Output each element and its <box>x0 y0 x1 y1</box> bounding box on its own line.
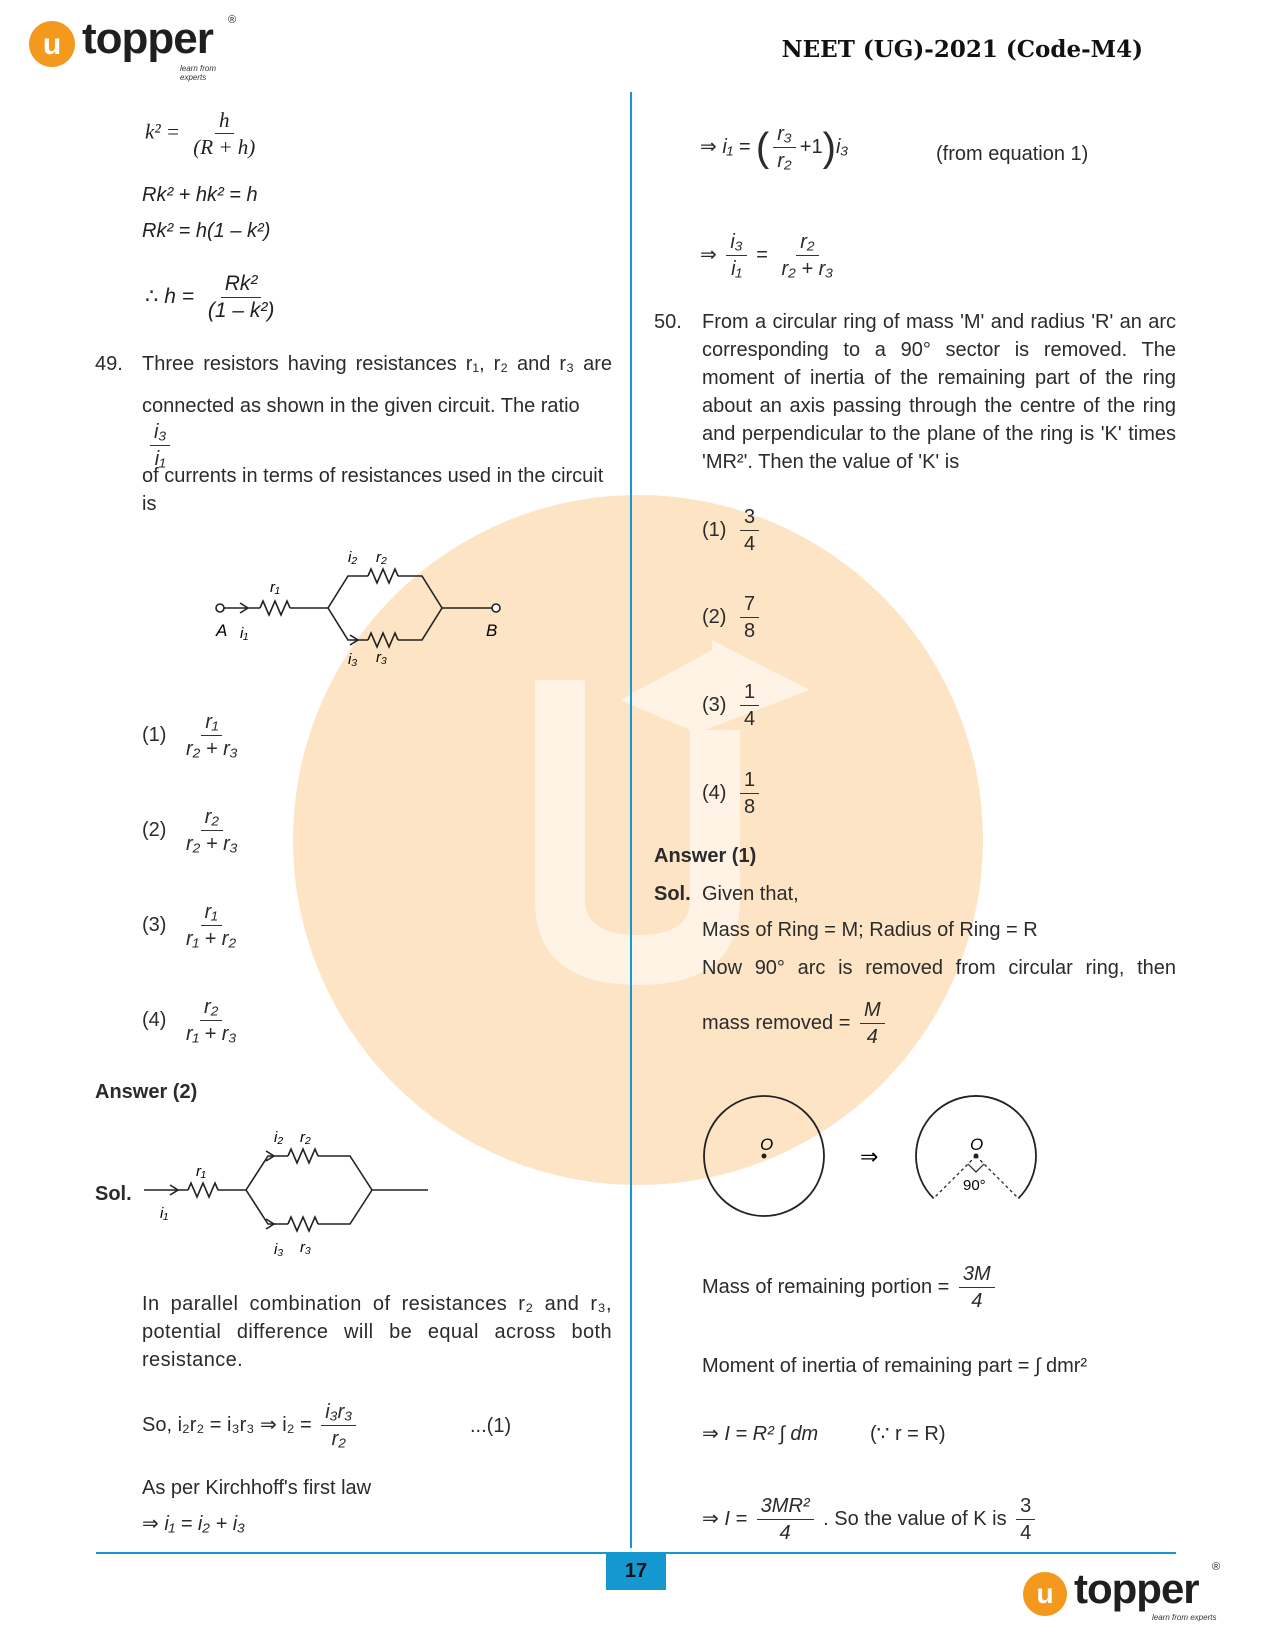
circuit2-r2: r₂ <box>300 1129 311 1146</box>
ring2-center-label: O <box>970 1135 984 1154</box>
ring-diagram <box>700 1090 1050 1230</box>
eq-rk2-hk2: Rk² + hk² = h <box>142 184 258 206</box>
circuit1-i3: i₃ <box>348 651 358 668</box>
q50-option-2[interactable]: (2) $\frac{7}{8}$ <box>702 592 763 643</box>
eq-i1-expression: ⇒ i₁ = ( $\frac{\text{r₃}}{\text{r₂}}$ +1)i₃ <box>700 123 849 172</box>
kirchhoff-text: As per Kirchhoff's first law <box>142 1477 372 1499</box>
column-divider <box>630 92 632 1548</box>
logo-u-icon <box>28 20 76 68</box>
diagram-arrow: ⇒ <box>860 1145 879 1170</box>
circuit1-r2: r₂ <box>376 549 387 566</box>
circuit-diagram-solution <box>140 1120 430 1260</box>
q50-given: Given that, <box>702 883 799 905</box>
q49-option-3[interactable]: (3) $\frac{\text{r₁}}{\text{r₁ + r₂}}$ <box>142 901 237 950</box>
q49-line3: of currents in terms of resistances used in the circuit <box>142 465 604 487</box>
ring2-angle-label: 90° <box>963 1177 986 1194</box>
circuit2-i2: i₂ <box>274 1129 284 1146</box>
q50-option-1[interactable]: (1) $\frac{3}{4}$ <box>702 505 763 556</box>
eq-k-squared: k² = $\frac{h}{(R + h)}$ <box>145 108 256 159</box>
final-result: ⇒ I = $\frac{\text{3MR²}}{4}$ . So the value of K is $\frac{3}{4}$ <box>702 1494 1039 1545</box>
moi-remaining: Moment of inertia of remaining part = ∫ dmr² <box>702 1355 1088 1377</box>
q50-text: From a circular ring of mass 'M' and radius 'R' an arc corresponding to a 90° sector is removed. The moment of inertia of the remaining part of the ring about an axis passing through the centre of the ring and perpendicular to the plane of the ring is 'K' times 'MR²'. Then the value of 'K' is <box>702 311 1176 473</box>
footer-topper-logo <box>1022 1561 1222 1625</box>
circuit2-i1: i₁ <box>160 1205 169 1222</box>
q50-mass-line: Mass of Ring = M; Radius of Ring = R <box>702 919 1038 941</box>
footer-logo-wordmark: topper <box>1074 1565 1199 1612</box>
i-equation: ⇒ I = R² ∫ dm <box>702 1423 819 1445</box>
eq-rk2-h: Rk² = h(1 – k²) <box>142 220 271 242</box>
q50-option-3[interactable]: (3) $\frac{1}{4}$ <box>702 680 763 731</box>
q49-option-4[interactable]: (4) $\frac{\text{r₂}}{\text{r₁ + r₃}}$ <box>142 996 237 1045</box>
svg-text:u: u <box>42 28 62 61</box>
q49-number: 49. <box>95 353 123 375</box>
exam-code: NEET (UG)-2021 (Code-M4) <box>781 36 1143 63</box>
page-number: 17 <box>624 1560 648 1582</box>
logo-registered: ® <box>228 14 237 26</box>
logo-wordmark: topper <box>82 14 213 63</box>
circuit2-i3: i₃ <box>274 1241 284 1258</box>
circuit1-r1: r₁ <box>270 579 280 596</box>
footer-logo-tagline: learn from experts <box>1152 1613 1217 1622</box>
q50-sol-label: Sol. <box>654 883 691 905</box>
so-equation: So, i₂r₂ = i₃r₃ ⇒ i₂ = $\frac{\text{i₃r₃}}{\text{r₂}}$ ...(1) <box>142 1401 512 1450</box>
circuit1-i1: i₁ <box>240 625 249 642</box>
footer-logo-u-icon <box>1022 1571 1068 1617</box>
q49-line4: is <box>142 493 157 515</box>
q50-answer: Answer (1) <box>654 845 757 867</box>
footer-logo-registered: ® <box>1212 1561 1221 1573</box>
parallel-paragraph: In parallel combination of resistances r₂ and r₃, potential difference will be equal across both resistance. <box>142 1293 612 1371</box>
topper-logo <box>28 14 237 82</box>
q50-number: 50. <box>654 311 682 333</box>
eq-h-result: ∴ h = $\frac{\text{Rk²}}{\text{(1 – k²)}}$ <box>145 272 275 322</box>
remaining-mass: Mass of remaining portion = $\frac{3M}{4}$ <box>702 1262 999 1313</box>
q50-now-line: Now 90° arc is removed from circular ring, then <box>702 957 1176 979</box>
eq-ratio-result: ⇒ $\frac{\text{i₃}}{\text{i₁}}$ = $\frac{\text{r₂}}{\text{r₂ + r₃}}$ <box>700 231 834 280</box>
q49-option-1[interactable]: (1) $\frac{\text{r₁}}{\text{r₂ + r₃}}$ <box>142 711 238 760</box>
circuit1-A: A <box>216 621 228 640</box>
circuit-diagram-q49 <box>200 540 520 670</box>
q50-option-4[interactable]: (4) $\frac{1}{8}$ <box>702 768 763 819</box>
kirchhoff-equation: ⇒ i₁ = i₂ + i₃ <box>142 1513 246 1535</box>
q49-line1: Three resistors having resistances r₁, r₂ and r₃ are <box>142 353 612 375</box>
circuit1-B: B <box>486 621 498 640</box>
logo-tagline: learn from experts <box>180 64 217 82</box>
ring1-center-label: O <box>760 1135 774 1154</box>
circuit1-i2: i₂ <box>348 549 358 566</box>
q49-line2: connected as shown in the given circuit. The ratio $\frac{\text{i₃}}{\text{i₁}}$ <box>142 395 580 470</box>
circuit1-r3: r₃ <box>376 649 387 666</box>
q49-sol-label: Sol. <box>95 1183 132 1205</box>
q50-mass-removed: mass removed = $\frac{M}{4}$ <box>702 998 889 1049</box>
circuit2-r3: r₃ <box>300 1239 311 1256</box>
q49-option-2[interactable]: (2) $\frac{\text{r₂}}{\text{r₂ + r₃}}$ <box>142 806 238 855</box>
circuit2-r1: r₁ <box>196 1163 206 1180</box>
svg-text:u: u <box>1036 1578 1054 1609</box>
q49-answer: Answer (2) <box>95 1081 198 1103</box>
i-equation-note: (∵ r = R) <box>870 1423 946 1445</box>
eq-from-equation-note: (from equation 1) <box>936 143 1089 165</box>
